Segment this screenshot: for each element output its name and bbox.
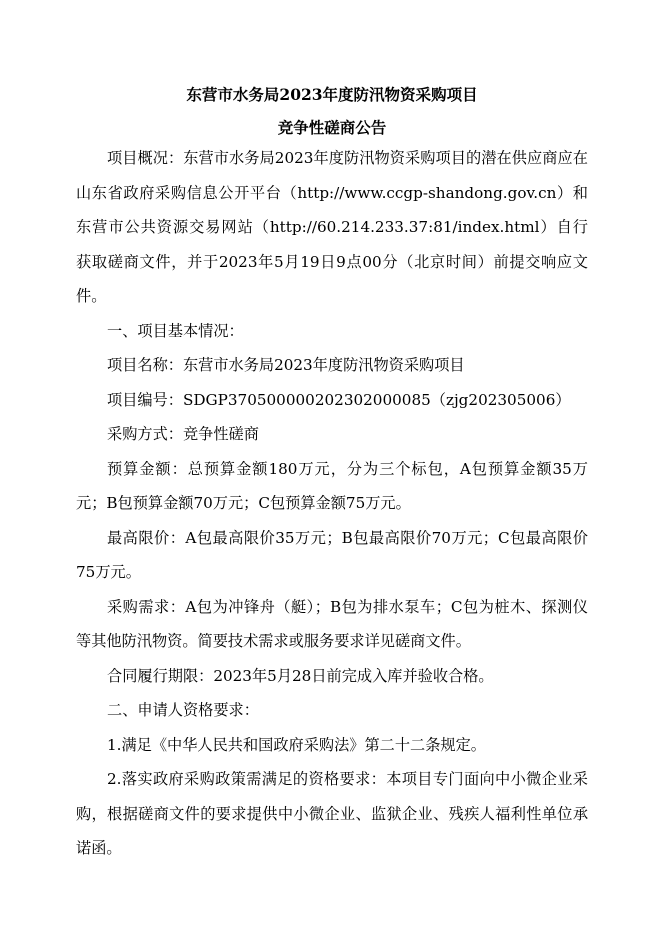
document-title: 东营市水务局2023年度防汛物资采购项目 bbox=[186, 85, 478, 104]
budget-paragraph: 预算金额：总预算金额180万元，分为三个标包，A包预算金额35万元；B包预算金额70万元；C包预算金额75万元。 bbox=[76, 459, 588, 512]
procurement-method-line: 采购方式：竞争性磋商 bbox=[107, 425, 259, 443]
qualification-item-2: 2.落实政府采购政策需满足的资格要求：本项目专门面向中小微企业采购，根据磋商文件的要求提供中小微企业、监狱企业、残疾人福利性单位承诺函。 bbox=[76, 770, 588, 857]
project-name-line: 项目名称：东营市水务局2023年度防汛物资采购项目 bbox=[107, 356, 465, 374]
project-number-line: 项目编号：SDGP370500000202302000085（zjg202305006） bbox=[107, 390, 571, 409]
procurement-needs-paragraph: 采购需求：A包为冲锋舟（艇）；B包为排水泵车；C包为桩木、探测仪等其他防汛物资。简要技术需求或服务要求详见磋商文件。 bbox=[76, 597, 588, 650]
section-heading-basic-info: 一、项目基本情况： bbox=[107, 321, 244, 340]
qualification-item-1: 1.满足《中华人民共和国政府采购法》第二十二条规定。 bbox=[107, 735, 486, 754]
project-overview-paragraph: 项目概况：东营市水务局2023年度防汛物资采购项目的潜在供应商应在山东省政府采购信息公开平台（http://www.ccgp-shandong.gov.cn）和东营市公共资源交易网站（http://60.214.233.37:81/index.html）自行获取磋商文件，并于2023年5月19日9点00分（北京时间）前提交响应文件。 bbox=[76, 149, 588, 305]
document-page bbox=[76, 82, 588, 866]
document-subtitle: 竞争性磋商公告 bbox=[277, 118, 387, 137]
contract-period-line: 合同履行期限：2023年5月28日前完成入库并验收合格。 bbox=[107, 666, 494, 685]
price-cap-paragraph: 最高限价：A包最高限价35万元；B包最高限价70万元；C包最高限价75万元。 bbox=[76, 528, 588, 581]
section-heading-qualifications: 二、申请人资格要求： bbox=[107, 701, 259, 719]
